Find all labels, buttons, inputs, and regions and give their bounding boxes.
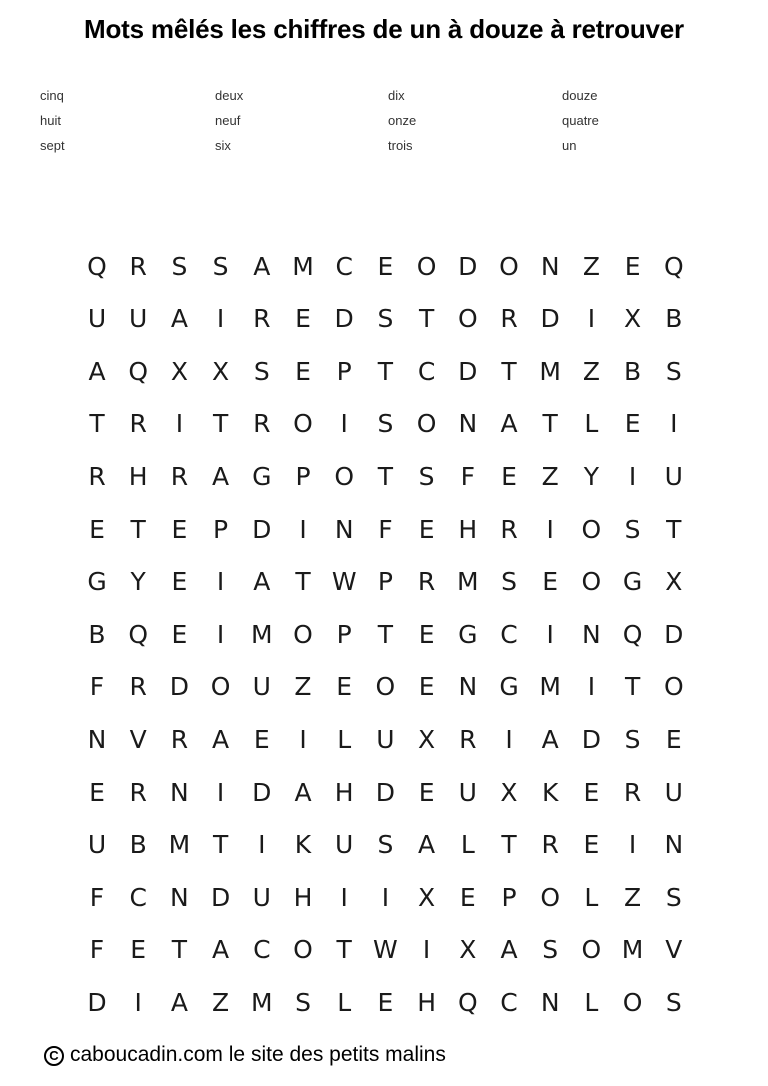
grid-letter[interactable]: E (336, 672, 353, 702)
word-list-item: cinq (40, 88, 64, 103)
grid-letter[interactable]: U (252, 882, 271, 912)
grid-letter[interactable]: P (501, 882, 517, 912)
grid-letter[interactable]: C (253, 935, 271, 965)
grid-letter[interactable]: E (418, 514, 435, 544)
grid-letter[interactable]: Q (128, 356, 149, 386)
grid-letter[interactable]: D (664, 619, 684, 649)
grid-letter[interactable]: G (622, 567, 643, 597)
grid-letter[interactable]: C (500, 619, 518, 649)
grid-letter[interactable]: M (168, 830, 191, 860)
grid-letter[interactable]: S (212, 251, 229, 281)
grid-letter[interactable]: R (541, 830, 559, 860)
grid-letter[interactable]: S (624, 724, 641, 754)
grid-letter[interactable]: E (583, 830, 600, 860)
grid-letter[interactable]: F (89, 882, 105, 912)
grid-letter[interactable]: R (170, 724, 189, 754)
grid-letter[interactable]: O (499, 251, 519, 281)
grid-letter[interactable]: H (293, 882, 313, 912)
word-list-item: six (215, 138, 231, 153)
grid-letter[interactable]: B (624, 356, 642, 386)
word-list-item: douze (562, 88, 598, 103)
grid-letter[interactable]: C (129, 882, 147, 912)
grid-letter[interactable]: O (293, 935, 313, 965)
grid-letter[interactable]: T (418, 304, 435, 334)
grid-letter[interactable]: R (459, 724, 477, 754)
word-list-item: neuf (215, 113, 241, 128)
grid-letter[interactable]: A (253, 567, 271, 597)
grid-letter[interactable]: Q (663, 251, 684, 281)
grid-letter[interactable]: A (212, 461, 230, 491)
grid-letter[interactable]: M (539, 672, 561, 702)
grid-letter[interactable]: R (129, 672, 147, 702)
grid-letter[interactable]: E (583, 777, 600, 807)
grid-letter[interactable]: U (664, 461, 683, 491)
grid-letter[interactable]: P (377, 567, 393, 597)
grid-letter[interactable]: N (170, 882, 189, 912)
grid-letter[interactable]: S (665, 356, 682, 386)
grid-letter[interactable]: I (175, 409, 184, 439)
grid-letter[interactable]: W (373, 935, 398, 965)
grid-letter[interactable]: D (87, 987, 107, 1017)
grid-letter[interactable]: A (212, 724, 230, 754)
grid-letter[interactable]: H (458, 514, 478, 544)
grid-letter[interactable]: E (377, 987, 394, 1017)
grid-letter[interactable]: K (294, 830, 312, 860)
grid-letter[interactable]: U (129, 304, 148, 334)
grid-letter[interactable]: A (88, 356, 106, 386)
grid-letter[interactable]: I (505, 724, 513, 754)
grid-letter[interactable]: E (171, 567, 188, 597)
word-list-item: dix (388, 88, 405, 103)
grid-letter[interactable]: S (377, 304, 394, 334)
grid-letter[interactable]: P (213, 514, 229, 544)
grid-letter[interactable]: Z (582, 251, 600, 281)
grid-letter[interactable]: N (582, 619, 601, 649)
grid-letter[interactable]: R (253, 409, 271, 439)
grid-letter[interactable]: U (458, 777, 477, 807)
grid-letter[interactable]: A (170, 987, 188, 1017)
grid-letter[interactable]: A (500, 409, 518, 439)
grid-letter[interactable]: U (87, 830, 107, 860)
grid-letter[interactable]: E (542, 567, 559, 597)
grid-letter[interactable]: E (624, 409, 641, 439)
grid-letter[interactable]: I (546, 514, 554, 544)
grid-letter[interactable]: X (500, 777, 518, 807)
grid-letter[interactable]: A (418, 830, 436, 860)
grid-letter[interactable]: F (378, 514, 393, 544)
word-list-item: deux (215, 88, 244, 103)
grid-letter[interactable]: N (540, 251, 560, 281)
grid-letter[interactable]: I (258, 830, 266, 860)
grid-letter[interactable]: S (171, 251, 188, 281)
grid-letter[interactable]: T (377, 461, 394, 491)
grid-letter[interactable]: O (293, 619, 313, 649)
grid-letter[interactable]: T (542, 409, 558, 439)
grid-letter[interactable]: Y (130, 567, 146, 597)
grid-letter[interactable]: S (295, 987, 311, 1017)
grid-letter[interactable]: A (253, 251, 271, 281)
footer (44, 1043, 446, 1067)
grid-letter[interactable]: G (499, 672, 519, 702)
grid-letter[interactable]: T (377, 356, 394, 386)
grid-letter[interactable]: I (134, 987, 142, 1017)
word-list-item: trois (388, 138, 413, 153)
grid-letter[interactable]: O (210, 672, 231, 702)
grid-letter[interactable]: Q (128, 619, 149, 649)
grid-letter[interactable]: E (665, 724, 682, 754)
grid-letter[interactable]: O (334, 461, 355, 491)
grid-letter[interactable]: S (501, 567, 517, 597)
grid-letter[interactable]: D (210, 882, 231, 912)
grid-letter[interactable]: L (584, 409, 599, 439)
grid-letter[interactable]: B (665, 304, 683, 334)
grid-letter[interactable]: O (416, 409, 437, 439)
grid-letter[interactable]: O (663, 672, 684, 702)
grid-letter[interactable]: O (416, 251, 437, 281)
grid-letter[interactable]: B (129, 830, 147, 860)
grid-letter[interactable]: T (130, 514, 146, 544)
grid-letter[interactable]: E (130, 935, 147, 965)
grid-letter[interactable]: C (500, 987, 518, 1017)
footer-text: caboucadin.com le site des petits malins (70, 1043, 446, 1066)
grid-letter[interactable]: T (501, 356, 517, 386)
grid-letter[interactable]: A (294, 777, 312, 807)
word-list-item: un (562, 138, 577, 153)
grid-letter[interactable]: D (540, 304, 560, 334)
grid-letter[interactable]: R (500, 514, 518, 544)
grid-letter[interactable]: N (540, 987, 560, 1017)
grid-letter[interactable]: I (216, 777, 225, 807)
grid-letter[interactable]: I (340, 882, 348, 912)
grid-letter[interactable]: U (252, 672, 271, 702)
grid-letter[interactable]: A (500, 935, 518, 965)
word-list-item: sept (40, 138, 65, 153)
grid-letter[interactable]: S (418, 461, 435, 491)
grid-letter[interactable]: R (88, 461, 106, 491)
grid-letter[interactable]: I (546, 619, 554, 649)
grid-letter[interactable]: X (418, 882, 436, 912)
page-title: Mots mêlés les chiffres de un à douze à retrouver (84, 14, 684, 44)
grid-letter[interactable]: R (623, 777, 642, 807)
word-list-item: huit (40, 113, 61, 128)
grid-letter[interactable]: N (458, 409, 478, 439)
grid-letter[interactable]: D (458, 356, 478, 386)
grid-letter[interactable]: H (128, 461, 148, 491)
grid-letter[interactable]: X (418, 724, 436, 754)
grid-letter[interactable]: C (335, 251, 353, 281)
grid-letter[interactable]: I (587, 304, 596, 334)
grid-letter[interactable]: D (252, 514, 272, 544)
grid-letter[interactable]: Z (541, 461, 559, 491)
grid-letter[interactable]: X (665, 567, 683, 597)
grid-letter[interactable]: T (295, 567, 311, 597)
grid-letter[interactable]: P (336, 619, 352, 649)
grid-letter[interactable]: Q (622, 619, 643, 649)
copyright-icon: C (44, 1046, 64, 1066)
grid-letter[interactable]: E (295, 356, 311, 386)
grid-letter[interactable]: Z (582, 356, 600, 386)
grid-letter[interactable]: C (417, 356, 436, 386)
grid-letter[interactable]: W (331, 567, 357, 597)
grid-letter[interactable]: X (459, 935, 477, 965)
grid-letter[interactable]: O (581, 567, 602, 597)
grid-letter[interactable]: G (252, 461, 272, 491)
grid-letter[interactable]: S (624, 514, 641, 544)
grid-letter[interactable]: E (418, 777, 435, 807)
grid-letter[interactable]: I (628, 830, 637, 860)
word-list-item: onze (388, 113, 417, 128)
grid-letter[interactable]: S (665, 987, 682, 1017)
grid-letter[interactable]: Q (87, 251, 107, 281)
grid-letter[interactable]: N (170, 777, 189, 807)
grid-letter[interactable]: E (377, 251, 394, 281)
grid-letter[interactable]: R (417, 567, 436, 597)
grid-letter[interactable]: N (664, 830, 684, 860)
grid-letter[interactable]: U (87, 304, 107, 334)
grid-letter[interactable]: M (251, 619, 273, 649)
grid-letter[interactable]: T (171, 935, 188, 965)
grid-letter[interactable]: E (459, 882, 476, 912)
grid-letter[interactable]: H (417, 987, 436, 1017)
grid-letter[interactable]: A (170, 304, 188, 334)
grid-letter[interactable]: M (621, 935, 644, 965)
grid-letter[interactable]: D (169, 672, 190, 702)
grid-letter[interactable]: T (336, 935, 352, 965)
grid-letter[interactable]: I (299, 514, 307, 544)
grid-letter[interactable]: I (216, 619, 225, 649)
grid-letter[interactable]: T (666, 514, 682, 544)
grid-letter[interactable]: L (460, 830, 475, 860)
grid-letter[interactable]: X (212, 356, 230, 386)
grid-letter[interactable]: O (375, 672, 396, 702)
grid-letter[interactable]: D (252, 777, 272, 807)
grid-letter[interactable]: I (587, 672, 596, 702)
grid-letter[interactable]: I (216, 304, 225, 334)
grid-letter[interactable]: L (337, 724, 352, 754)
grid-letter[interactable]: D (458, 251, 478, 281)
grid-letter[interactable]: D (581, 724, 602, 754)
grid-letter[interactable]: M (457, 567, 479, 597)
grid-letter[interactable]: S (377, 830, 394, 860)
grid-letter[interactable]: A (212, 935, 230, 965)
grid-letter[interactable]: E (89, 777, 105, 807)
grid-letter[interactable]: D (334, 304, 354, 334)
grid-letter[interactable]: H (334, 777, 354, 807)
grid-letter[interactable]: E (295, 304, 311, 334)
grid-letter[interactable]: S (542, 935, 559, 965)
grid-letter[interactable]: E (418, 672, 435, 702)
grid-letter[interactable]: T (624, 672, 641, 702)
grid-letter[interactable]: M (292, 251, 314, 281)
grid-letter[interactable]: M (539, 356, 561, 386)
grid-letter[interactable]: T (212, 409, 229, 439)
grid-letter[interactable]: P (295, 461, 311, 491)
grid-letter[interactable]: O (540, 882, 561, 912)
grid-letter[interactable]: X (624, 304, 642, 334)
grid-letter[interactable]: E (418, 619, 435, 649)
grid-letter[interactable]: Y (583, 461, 600, 491)
grid-letter[interactable]: O (457, 304, 478, 334)
grid-letter[interactable]: O (581, 514, 602, 544)
grid-letter[interactable]: R (253, 304, 271, 334)
grid-letter[interactable]: Z (212, 987, 230, 1017)
grid-letter[interactable]: F (89, 935, 105, 965)
grid-letter[interactable]: I (628, 461, 637, 491)
grid-letter[interactable]: I (340, 409, 348, 439)
grid-letter[interactable]: O (293, 409, 313, 439)
grid-letter[interactable]: U (376, 724, 395, 754)
grid-letter[interactable]: E (89, 514, 105, 544)
grid-letter[interactable]: I (422, 935, 431, 965)
grid-letter[interactable]: T (212, 830, 229, 860)
grid-letter[interactable]: O (581, 935, 602, 965)
grid-letter[interactable]: R (129, 777, 147, 807)
grid-letter[interactable]: I (670, 409, 678, 439)
grid-letter[interactable]: U (335, 830, 354, 860)
word-list-item: quatre (562, 113, 599, 128)
grid-letter[interactable]: K (541, 777, 559, 807)
grid-letter[interactable]: E (253, 724, 270, 754)
grid-letter[interactable]: M (251, 987, 273, 1017)
grid-letter[interactable]: F (460, 461, 475, 491)
grid-letter[interactable]: L (337, 987, 352, 1017)
grid-letter[interactable]: P (336, 356, 352, 386)
grid-letter[interactable]: F (89, 672, 105, 702)
grid-letter[interactable]: O (622, 987, 643, 1017)
grid-letter[interactable]: U (664, 777, 683, 807)
grid-letter[interactable]: T (501, 830, 517, 860)
grid-letter[interactable]: E (624, 251, 641, 281)
grid-letter[interactable]: I (381, 882, 390, 912)
grid-letter[interactable]: R (129, 409, 147, 439)
grid-letter[interactable]: V (665, 935, 683, 965)
grid-letter[interactable]: E (171, 619, 188, 649)
grid-letter[interactable]: N (334, 514, 354, 544)
grid-letter[interactable]: R (170, 461, 189, 491)
grid-letter[interactable]: I (299, 724, 307, 754)
grid-letter[interactable]: G (458, 619, 478, 649)
grid-letter[interactable]: L (584, 882, 599, 912)
grid-letter[interactable]: L (584, 987, 599, 1017)
grid-letter[interactable]: S (665, 882, 682, 912)
grid-letter[interactable]: I (216, 567, 225, 597)
grid-letter[interactable]: D (375, 777, 396, 807)
grid-letter[interactable]: R (500, 304, 518, 334)
grid-letter[interactable]: Z (294, 672, 312, 702)
grid-letter[interactable]: Z (624, 882, 642, 912)
grid-letter[interactable]: S (253, 356, 270, 386)
grid-letter[interactable]: V (129, 724, 147, 754)
grid-letter[interactable]: R (129, 251, 147, 281)
grid-letter[interactable]: A (541, 724, 559, 754)
grid-letter[interactable]: X (170, 356, 188, 386)
grid-letter[interactable]: S (377, 409, 394, 439)
grid-letter[interactable]: T (377, 619, 394, 649)
grid-letter[interactable]: N (87, 724, 107, 754)
grid-letter[interactable]: T (89, 409, 105, 439)
grid-letter[interactable]: E (171, 514, 188, 544)
grid-letter[interactable]: G (87, 567, 107, 597)
grid-letter[interactable]: N (458, 672, 478, 702)
grid-letter[interactable]: E (501, 461, 517, 491)
grid-letter[interactable]: Q (457, 987, 478, 1017)
word-list (40, 88, 740, 168)
grid-letter[interactable]: B (88, 619, 106, 649)
